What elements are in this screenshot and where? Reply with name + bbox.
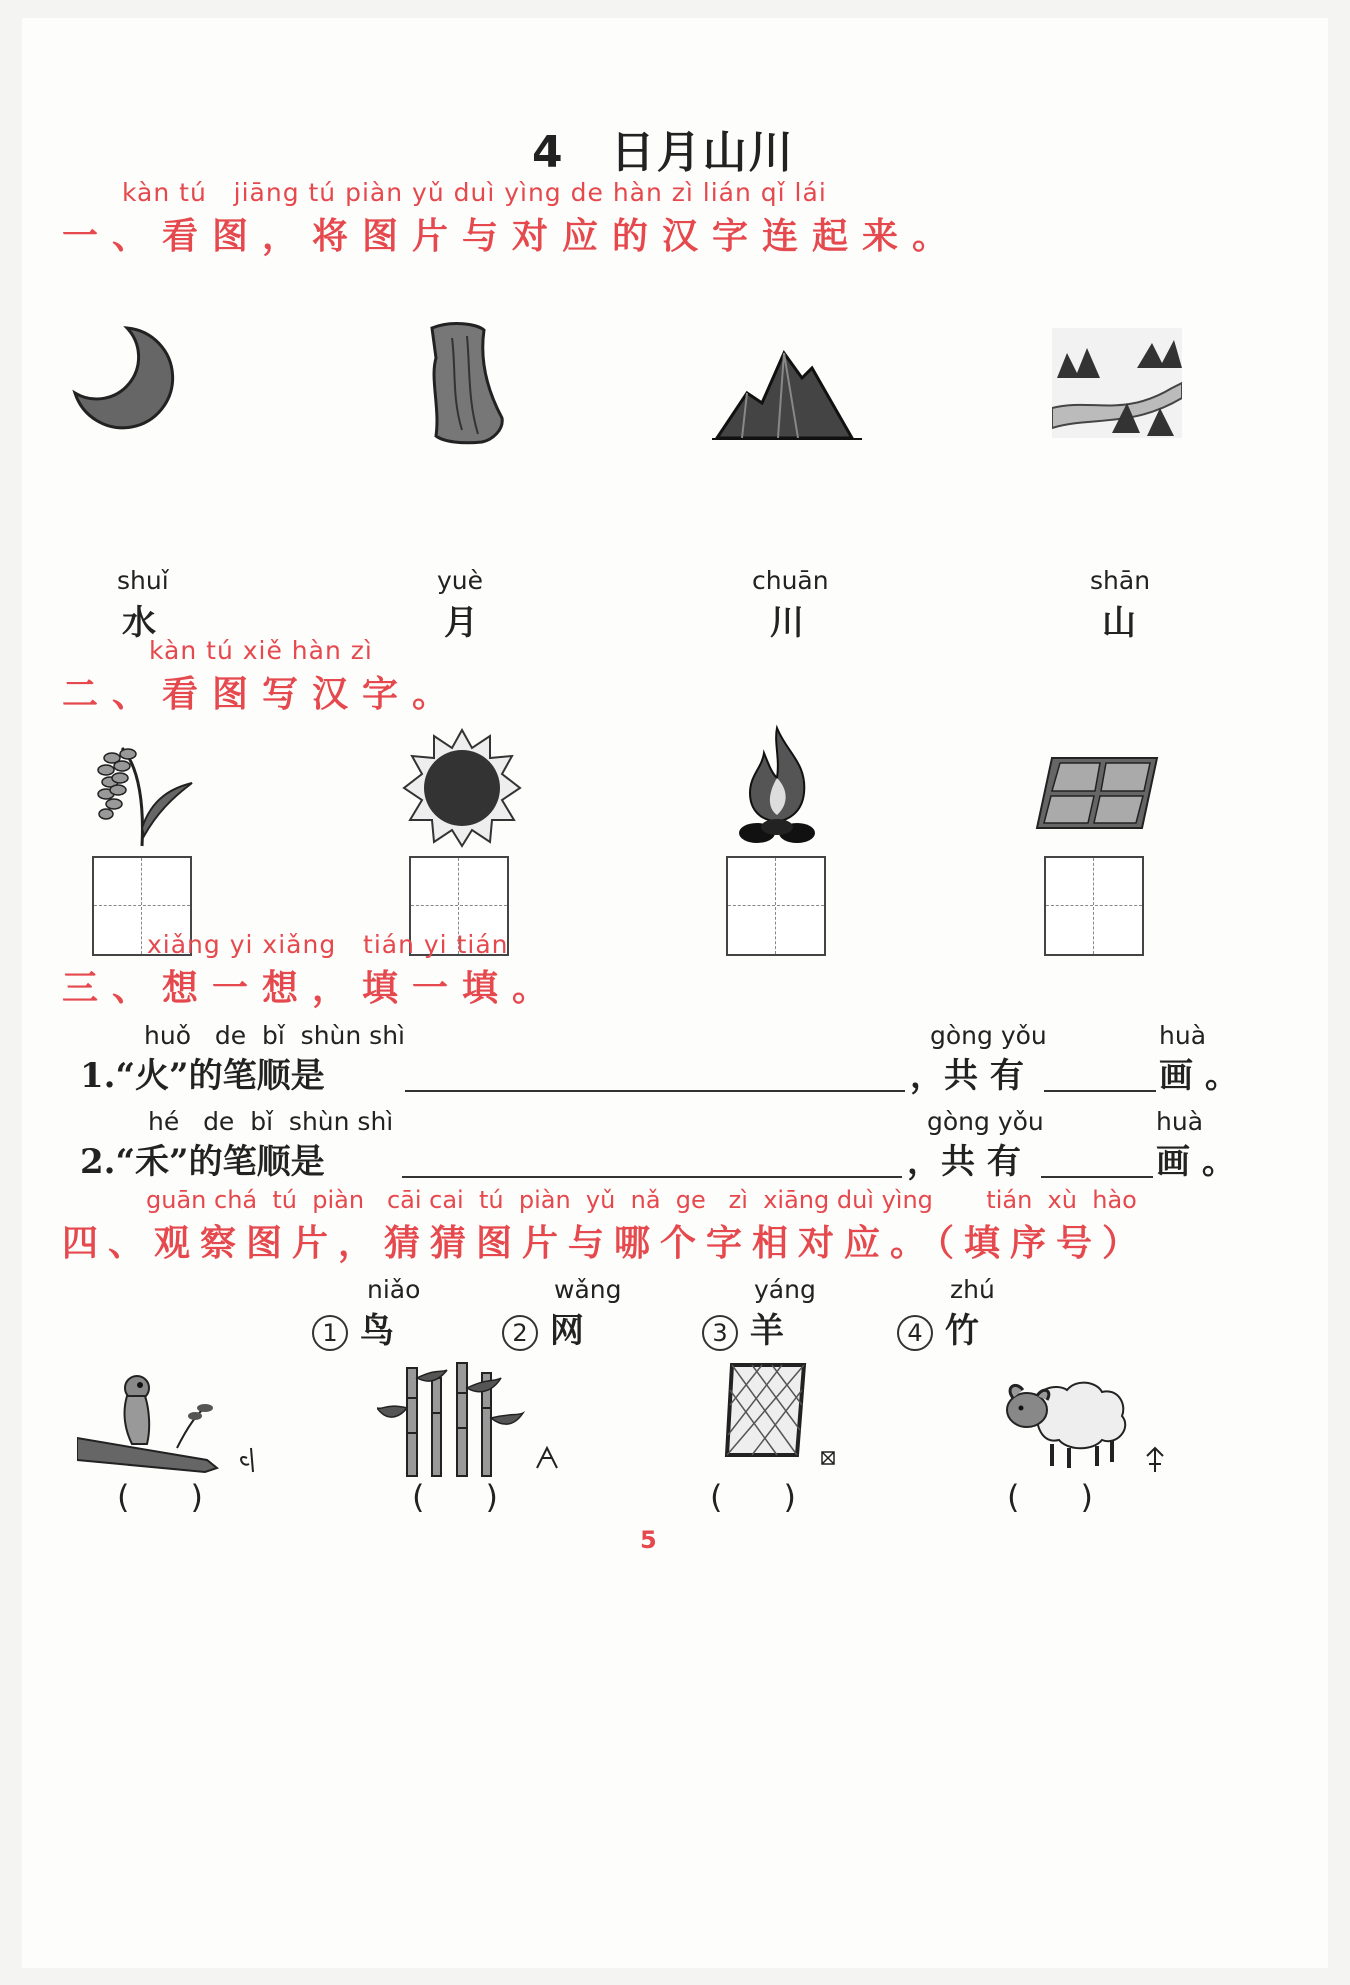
section3-heading: 三、想一想，填一填。 — [62, 968, 563, 1009]
word-pinyin-yue: yuè — [437, 566, 484, 595]
bamboo-icon — [377, 1358, 567, 1478]
river-landscape-icon[interactable] — [1052, 328, 1182, 438]
page-title: 4 日月山川 — [532, 127, 795, 178]
q1-pinyin-c: huà — [1159, 1021, 1207, 1050]
q1-text-c: 画 。 — [1159, 1056, 1239, 1096]
option-number-2: 2 — [502, 1315, 538, 1351]
net-icon — [722, 1360, 842, 1470]
q1-text-b: ，共 有 — [910, 1056, 1024, 1096]
q1-text: 1.“火”的笔顺是 — [80, 1056, 325, 1096]
q1-stroke-order-blank[interactable] — [405, 1090, 905, 1092]
page-number: 5 — [640, 1526, 657, 1554]
q2-pinyin-a: hé de bǐ shùn shì — [148, 1107, 394, 1136]
sheep-icon — [997, 1368, 1167, 1478]
q1-pinyin-b: gòng yǒu — [930, 1021, 1047, 1050]
q2-pinyin-b: gòng yǒu — [927, 1107, 1044, 1136]
answer-paren-3[interactable]: ( ) — [710, 1478, 796, 1516]
rice-plant-icon — [92, 728, 202, 848]
word-char-chuan[interactable]: 川 — [770, 603, 804, 643]
option-pinyin-wang: wǎng — [554, 1275, 622, 1304]
option-pinyin-zhu: zhú — [950, 1275, 995, 1304]
section4-heading: 四、观察图片，猜猜图片与哪个字相对应。（填序号） — [62, 1223, 1149, 1264]
word-char-shan[interactable]: 山 — [1102, 603, 1136, 643]
q2-text-c: 画 。 — [1156, 1142, 1236, 1182]
moon-icon[interactable] — [67, 318, 187, 438]
word-char-shui[interactable]: 水 — [122, 603, 156, 643]
section3-pinyin: xiǎng yi xiǎng tián yi tián — [147, 930, 509, 959]
word-char-yue[interactable]: 月 — [444, 603, 478, 643]
answer-paren-1[interactable]: ( ) — [117, 1478, 203, 1516]
section1-pinyin: kàn tú jiāng tú piàn yǔ duì yìng de hàn zì lián qǐ lái — [122, 178, 827, 207]
option-char-wang: 网 — [549, 1311, 584, 1351]
sun-icon — [402, 728, 522, 848]
option-number-3: 3 — [702, 1315, 738, 1351]
section2-pinyin: kàn tú xiě hàn zì — [149, 636, 373, 665]
q2-pinyin-c: huà — [1156, 1107, 1204, 1136]
option-pinyin-niao: niǎo — [367, 1275, 421, 1304]
writing-box-3[interactable] — [726, 856, 826, 956]
option-char-zhu: 竹 — [944, 1311, 979, 1351]
option-number-1: 1 — [312, 1315, 348, 1351]
mountain-icon[interactable] — [712, 333, 862, 443]
option-4 — [897, 1303, 979, 1352]
option-char-niao: 鸟 — [359, 1311, 394, 1351]
word-pinyin-chuan: chuān — [752, 566, 829, 595]
q1-pinyin-a: huǒ de bǐ shùn shì — [144, 1021, 405, 1050]
field-icon — [1032, 753, 1162, 833]
fire-icon — [732, 723, 822, 848]
section1-heading: 一、看图，将图片与对应的汉字连起来。 — [62, 216, 963, 257]
writing-box-4[interactable] — [1044, 856, 1144, 956]
option-1 — [312, 1303, 394, 1352]
word-pinyin-shan: shān — [1090, 566, 1151, 595]
section4-pinyin: guān chá tú piàn cāi cai tú piàn yǔ nǎ ge zì xiāng duì yìng tián xù hào — [146, 1186, 1137, 1214]
q2-text: 2.“禾”的笔顺是 — [80, 1142, 325, 1182]
option-char-yang: 羊 — [749, 1311, 784, 1351]
option-pinyin-yang: yáng — [754, 1275, 816, 1304]
worksheet-page — [22, 18, 1328, 1968]
answer-paren-2[interactable]: ( ) — [412, 1478, 498, 1516]
waterfall-icon[interactable] — [422, 318, 512, 448]
q2-stroke-count-blank[interactable] — [1041, 1176, 1153, 1178]
answer-paren-4[interactable]: ( ) — [1007, 1478, 1093, 1516]
q2-text-b: ，共 有 — [907, 1142, 1021, 1182]
section2-heading: 二、看图写汉字。 — [62, 674, 463, 715]
option-number-4: 4 — [897, 1315, 933, 1351]
option-3 — [702, 1303, 784, 1352]
word-pinyin-shui: shuǐ — [117, 566, 169, 595]
option-2 — [502, 1303, 584, 1352]
q2-stroke-order-blank[interactable] — [402, 1176, 902, 1178]
q1-stroke-count-blank[interactable] — [1044, 1090, 1156, 1092]
bird-icon — [77, 1368, 287, 1478]
